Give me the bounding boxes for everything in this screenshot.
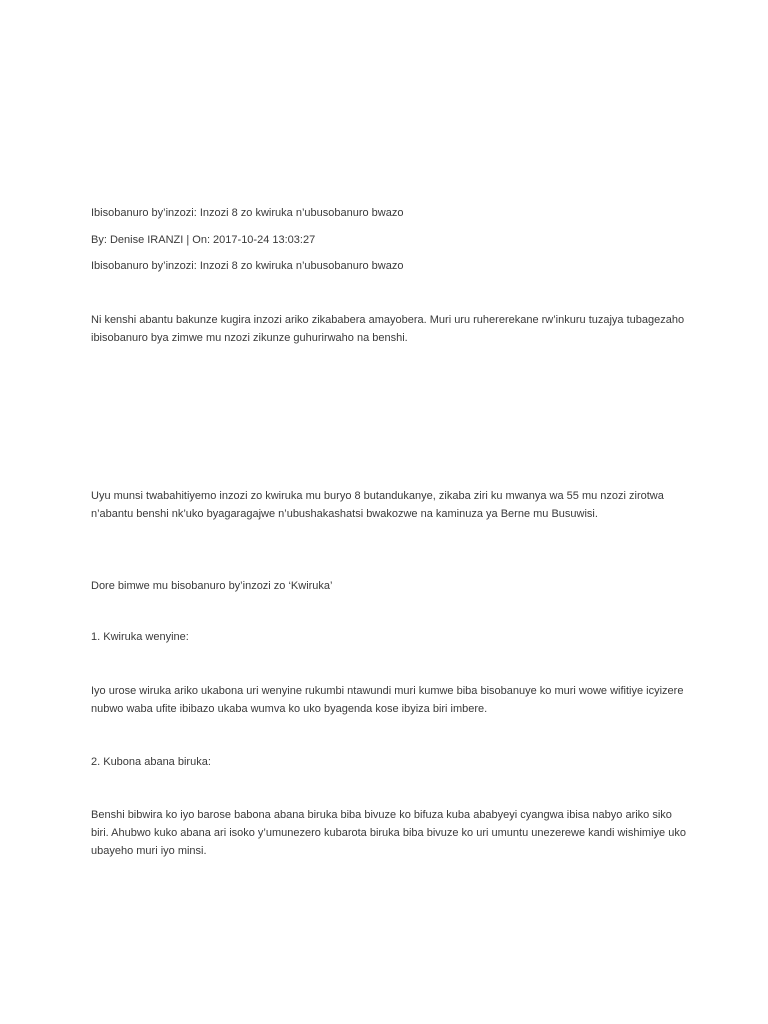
article-subtitle: Ibisobanuro by’inzozi: Inzozi 8 zo kwiruka n’ubusobanuro bwazo — [91, 260, 404, 272]
intro-paragraph: Ni kenshi abantu bakunze kugira inzozi ariko zikababera amayobera. Muri uru ruhererekane rw’inkuru tuzajya tubagezaho ibisobanuro bya zimwe mu nzozi zikunze guhurirwaho na benshi. — [91, 314, 685, 344]
paragraph-dore: Dore bimwe mu bisobanuro by’inzozi zo ‘Kwiruka’ — [91, 580, 333, 592]
paragraph-today: Uyu munsi twabahitiyemo inzozi zo kwiruka mu buryo 8 butandukanye, zikaba ziri ku mwanya wa 55 mu nzozi zirotwa n’abantu benshi nk’uko byagaragajwe n’ubushakashatsi bwakozwe na kaminuza ya Berne mu Busuwisi. — [91, 490, 664, 520]
article-title: Ibisobanuro by’inzozi: Inzozi 8 zo kwiruka n’ubusobanuro bwazo — [91, 207, 404, 219]
section-paragraph-1: Iyo urose wiruka ariko ukabona uri wenyine rukumbi ntawundi muri kumwe biba bisobanuye ko muri wowe wifitiye icyizere nubwo waba ufite ibibazo ukaba wumva ko uko byagenda kose ibyiza biri imbere. — [91, 685, 684, 715]
section-heading-2: 2. Kubona abana biruka: — [91, 756, 211, 768]
article-byline: By: Denise IRANZI | On: 2017-10-24 13:03:27 — [91, 234, 316, 246]
section-heading-1: 1. Kwiruka wenyine: — [91, 631, 189, 643]
document-page — [91, 0, 691, 1024]
section-paragraph-2: Benshi bibwira ko iyo barose babona abana biruka biba bivuze ko bifuza kuba ababyeyi cyangwa ibisa nabyo ariko siko biri. Ahubwo kuko abana ari isoko y’umunezero kubarota biruka biba bivuze ko uri umuntu unezerewe kandi wishimiye uko ubayeho muri iyo minsi. — [91, 809, 686, 857]
